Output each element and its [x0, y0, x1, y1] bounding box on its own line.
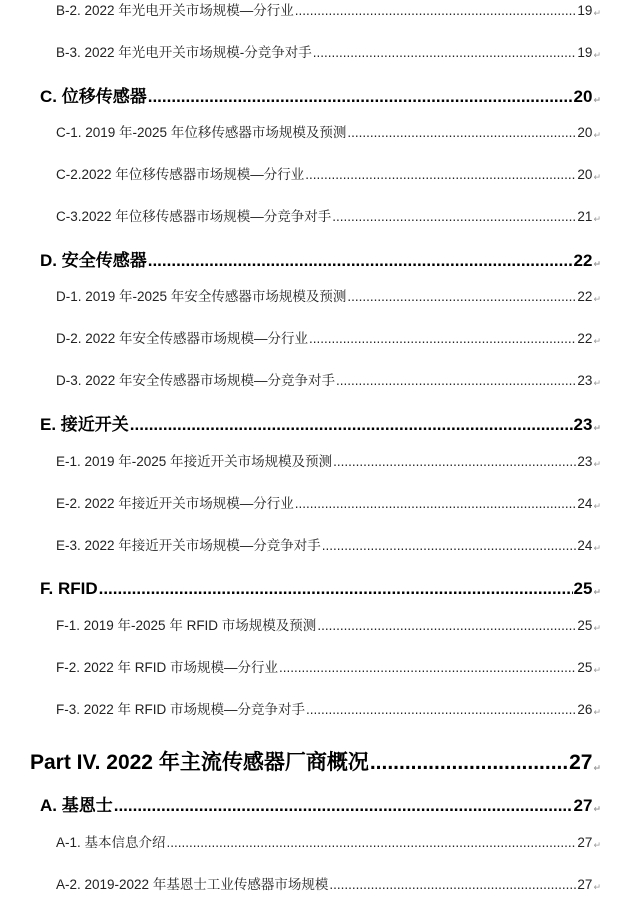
dot-leader — [148, 252, 573, 269]
toc-entry-title: A-1. 基本信息介绍 — [56, 835, 166, 850]
toc-entry[interactable] — [56, 497, 601, 511]
toc-entry[interactable] — [56, 374, 601, 388]
paragraph-mark-icon: ↵ — [593, 7, 601, 18]
paragraph-mark-icon: ↵ — [593, 377, 601, 388]
dot-leader — [332, 210, 576, 224]
paragraph-mark-icon: ↵ — [593, 293, 601, 304]
toc-entry[interactable] — [40, 88, 601, 105]
toc-entry-page: 26 — [577, 702, 593, 717]
toc-entry-page: 27 — [573, 796, 593, 815]
dot-leader — [148, 88, 573, 105]
toc-entry-page: 25 — [573, 579, 593, 598]
toc-entry-page: 20 — [577, 167, 593, 182]
toc-entry-title: D-3. 2022 年安全传感器市场规模—分竞争对手 — [56, 373, 336, 388]
toc-entry[interactable] — [56, 4, 601, 18]
paragraph-mark-icon: ↵ — [593, 622, 601, 633]
dot-leader — [114, 797, 573, 814]
dot-leader — [130, 416, 573, 433]
paragraph-mark-icon: ↵ — [593, 500, 601, 511]
paragraph-mark-icon: ↵ — [593, 213, 601, 224]
dot-leader — [317, 619, 576, 633]
toc-entry[interactable] — [56, 619, 601, 633]
dot-leader — [336, 374, 576, 388]
toc-entry-page: 23 — [577, 373, 593, 388]
toc-entry-title: B-3. 2022 年光电开关市场规模-分竞争对手 — [56, 45, 312, 60]
paragraph-mark-icon: ↵ — [593, 335, 601, 346]
toc-entry-title: E-1. 2019 年-2025 年接近开关市场规模及预测 — [56, 454, 333, 469]
toc-entry-title: D-1. 2019 年-2025 年安全传感器市场规模及预测 — [56, 289, 347, 304]
dot-leader — [306, 703, 576, 717]
dot-leader — [370, 752, 568, 773]
toc-entry[interactable] — [56, 168, 601, 182]
paragraph-mark-icon: ↵ — [593, 587, 601, 597]
dot-leader — [305, 168, 576, 182]
toc-entry-page: 22 — [577, 331, 593, 346]
paragraph-mark-icon: ↵ — [593, 259, 601, 269]
toc-entry[interactable] — [40, 797, 601, 814]
toc-entry-title: A-2. 2019-2022 年基恩士工业传感器市场规模 — [56, 877, 329, 892]
toc-entry-title: F. RFID — [40, 579, 98, 598]
toc-entry[interactable] — [56, 703, 601, 717]
toc-entry[interactable] — [30, 752, 601, 773]
toc-entry-title: C-2.2022 年位移传感器市场规模—分行业 — [56, 167, 305, 182]
toc-entry[interactable] — [56, 332, 601, 346]
toc-entry-title: D-2. 2022 年安全传感器市场规模—分行业 — [56, 331, 309, 346]
toc-entry[interactable] — [56, 290, 601, 304]
toc-entry-page: 25 — [577, 660, 593, 675]
toc-entry-page: 27 — [569, 751, 593, 774]
paragraph-mark-icon: ↵ — [593, 129, 601, 140]
paragraph-mark-icon: ↵ — [593, 49, 601, 60]
paragraph-mark-icon: ↵ — [593, 423, 601, 433]
toc-entry[interactable] — [40, 580, 601, 597]
paragraph-mark-icon: ↵ — [593, 664, 601, 675]
paragraph-mark-icon: ↵ — [593, 706, 601, 717]
dot-leader — [279, 661, 576, 675]
toc-entry-title: E-3. 2022 年接近开关市场规模—分竞争对手 — [56, 538, 321, 553]
toc-entry[interactable] — [56, 455, 601, 469]
dot-leader — [295, 4, 577, 18]
dot-leader — [99, 580, 573, 597]
dot-leader — [167, 836, 577, 850]
toc-entry-page: 20 — [577, 125, 593, 140]
toc-entry-title: E-2. 2022 年接近开关市场规模—分行业 — [56, 496, 294, 511]
toc-entry-page: 23 — [573, 415, 593, 434]
dot-leader — [309, 332, 576, 346]
toc-entry-title: F-1. 2019 年-2025 年 RFID 市场规模及预测 — [56, 618, 317, 633]
toc-entry-title: D. 安全传感器 — [40, 251, 147, 270]
paragraph-mark-icon: ↵ — [593, 542, 601, 553]
toc-entry-title: E. 接近开关 — [40, 415, 129, 434]
dot-leader — [329, 878, 576, 892]
dot-leader — [313, 46, 577, 60]
dot-leader — [333, 455, 576, 469]
toc-entry-page: 24 — [577, 496, 593, 511]
paragraph-mark-icon: ↵ — [593, 763, 601, 773]
toc-entry[interactable] — [56, 878, 601, 892]
paragraph-mark-icon: ↵ — [593, 458, 601, 469]
toc-entry-page: 24 — [577, 538, 593, 553]
toc-entry[interactable] — [40, 416, 601, 433]
paragraph-mark-icon: ↵ — [593, 171, 601, 182]
dot-leader — [322, 539, 577, 553]
paragraph-mark-icon: ↵ — [593, 95, 601, 105]
toc-entry-page: 22 — [577, 289, 593, 304]
toc-entry[interactable] — [40, 252, 601, 269]
toc-entry-page: 25 — [577, 618, 593, 633]
toc-entry[interactable] — [56, 836, 601, 850]
toc-entry-page: 20 — [573, 87, 593, 106]
toc-entry-title: C-1. 2019 年-2025 年位移传感器市场规模及预测 — [56, 125, 347, 140]
toc-entry-title: Part IV. 2022 年主流传感器厂商概况 — [30, 751, 369, 774]
toc-entry[interactable] — [56, 661, 601, 675]
toc-entry[interactable] — [56, 539, 601, 553]
toc-entry-page: 21 — [577, 209, 593, 224]
toc-entry-title: F-3. 2022 年 RFID 市场规模—分竞争对手 — [56, 702, 306, 717]
paragraph-mark-icon: ↵ — [593, 804, 601, 814]
toc-entry-title: C-3.2022 年位移传感器市场规模—分竞争对手 — [56, 209, 332, 224]
toc-entry[interactable] — [56, 126, 601, 140]
toc-entry-title: A. 基恩士 — [40, 796, 113, 815]
toc-entry-title: C. 位移传感器 — [40, 87, 147, 106]
dot-leader — [347, 290, 576, 304]
toc-entry[interactable] — [56, 210, 601, 224]
paragraph-mark-icon: ↵ — [593, 839, 601, 850]
dot-leader — [347, 126, 576, 140]
toc-entry[interactable] — [56, 46, 601, 60]
toc-entry-page: 27 — [577, 835, 593, 850]
toc-entry-title: F-2. 2022 年 RFID 市场规模—分行业 — [56, 660, 279, 675]
toc-entry-page: 23 — [577, 454, 593, 469]
paragraph-mark-icon: ↵ — [593, 881, 601, 892]
toc-entry-page: 19 — [577, 3, 593, 18]
dot-leader — [295, 497, 577, 511]
toc-entry-page: 27 — [577, 877, 593, 892]
toc-entry-page: 22 — [573, 251, 593, 270]
toc-entry-title: B-2. 2022 年光电开关市场规模—分行业 — [56, 3, 294, 18]
toc-entry-page: 19 — [577, 45, 593, 60]
